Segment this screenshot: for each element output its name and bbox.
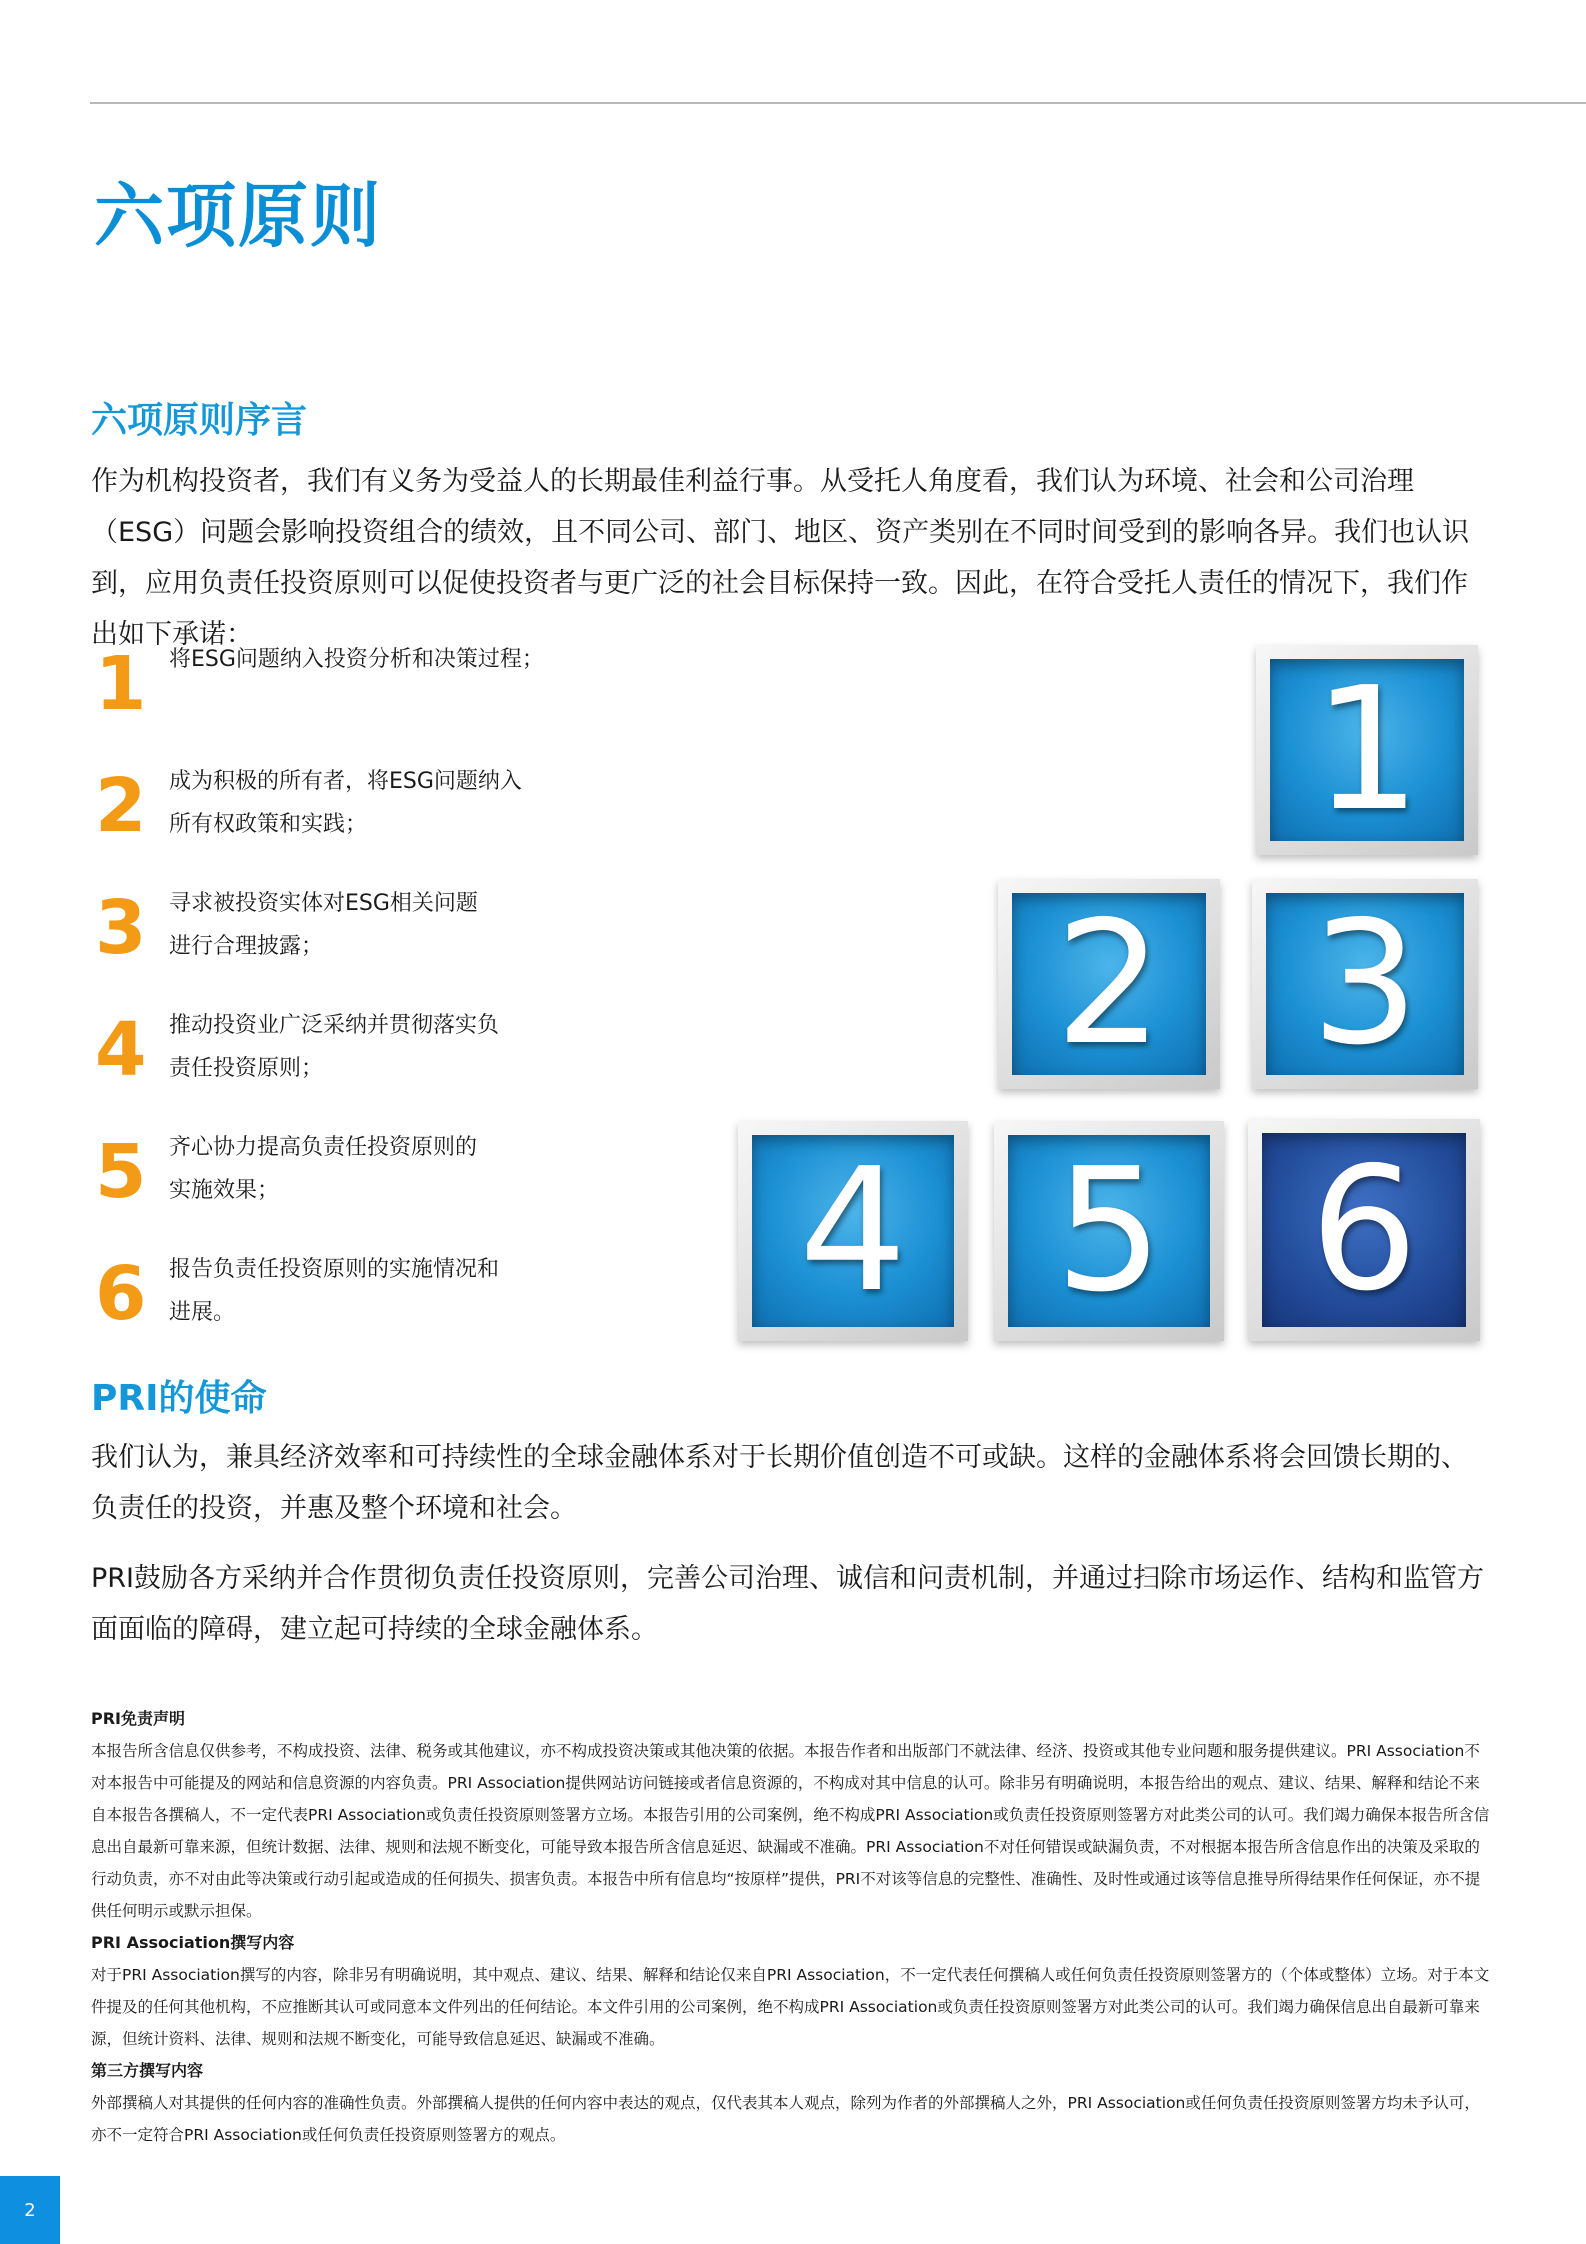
- principle-number: 6: [95, 1251, 147, 1337]
- principle-item: [91, 882, 691, 992]
- association-content-heading: PRI Association撰写内容: [91, 1933, 295, 1952]
- cube-6: [1248, 1119, 1480, 1341]
- cube-1: [1256, 645, 1478, 855]
- cube-digit: 6: [1309, 1131, 1419, 1329]
- page-title: 六项原则: [94, 175, 382, 257]
- principle-text: 推动投资业广泛采纳并贯彻落实负责任投资原则；: [169, 1013, 500, 1081]
- cube-2: [998, 879, 1220, 1089]
- principle-item: [91, 1126, 691, 1236]
- principle-item: [91, 1004, 691, 1114]
- principle-text: 将ESG问题纳入投资分析和决策过程；: [169, 647, 544, 672]
- principle-number: 2: [95, 763, 147, 849]
- cube-digit: 5: [1054, 1132, 1164, 1330]
- preface-text: 作为机构投资者，我们有义务为受益人的长期最佳利益行事。从受托人角度看，我们认为环境、社会和公司治理（ESG）问题会影响投资组合的绩效，且不同公司、部门、地区、资产类别在不同时间受到的影响各异。我们也认识到，应用负责任投资原则可以促使投资者与更广泛的社会目标保持一致。因此，在符合受托人责任的情况下，我们作出如下承诺：: [91, 466, 1470, 650]
- top-rule: [90, 102, 1586, 104]
- third-party-heading: 第三方撰写内容: [91, 2061, 204, 2080]
- cube-3: [1252, 879, 1478, 1089]
- principle-item: [91, 638, 691, 748]
- preface-heading: 六项原则序言: [91, 400, 308, 441]
- mission-paragraph-1: 我们认为，兼具经济效率和可持续性的全球金融体系对于长期价值创造不可或缺。这样的金融体系将会回馈长期的、负责任的投资，并惠及整个环境和社会。: [91, 1442, 1468, 1524]
- principle-number: 4: [95, 1007, 147, 1093]
- mission-heading: PRI的使命: [91, 1378, 267, 1419]
- association-content-text: 对于PRI Association撰写的内容，除非另有明确说明，其中观点、建议、结果、解释和结论仅来自PRI Association，不一定代表任何撰稿人或任何负责任投资原则签署方的（个体或整体）立场。对于本文件提及的任何其他机构，不应推断其认可或同意本文件列出的任何结论。本文件引用的公司案例，绝不构成PRI Association或负责任投资原则签署方对此类公司的认可。我们竭力确保信息出自最新可靠来源，但统计资料、法律、规则和法规不断变化，可能导致信息延迟、缺漏或不准确。: [91, 1966, 1490, 2048]
- principle-text: 成为积极的所有者，将ESG问题纳入所有权政策和实践；: [169, 769, 522, 837]
- cube-digit: 2: [1054, 885, 1164, 1083]
- mission-paragraph-2: PRI鼓励各方采纳并合作贯彻负责任投资原则，完善公司治理、诚信和问责机制，并通过扫除市场运作、结构和监管方面面临的障碍，建立起可持续的全球金融体系。: [91, 1563, 1485, 1645]
- principle-number: 3: [95, 885, 147, 971]
- cube-digit: 4: [798, 1132, 908, 1330]
- disclaimer-text: 本报告所含信息仅供参考，不构成投资、法律、税务或其他建议，亦不构成投资决策或其他决策的依据。本报告作者和出版部门不就法律、经济、投资或其他专业问题和服务提供建议。PRI Association不对本报告中可能提及的网站和信息资源的内容负责。PRI Association提供网站访问链接或者信息资源的，不构成对其中信息的认可。除非另有明确说明，本报告给出的观点、建议、结果、解释和结论不来自本报告各撰稿人，不一定代表PRI Association或负责任投资原则签署方立场。本报告引用的公司案例，绝不构成PRI Association或负责任投资原则签署方对此类公司的认可。我们竭力确保本报告所含信息出自最新可靠来源，但统计数据、法律、规则和法规不断变化，可能导致本报告所含信息延迟、缺漏或不准确。PRI Association不对任何错误或缺漏负责，不对根据本报告所含信息作出的决策及采取的行动负责，亦不对由此等决策或行动引起或造成的任何损失、损害负责。本报告中所有信息均“按原样”提供，PRI不对该等信息的完整性、准确性、及时性或通过该等信息推导所得结果作任何保证，亦不提供任何明示或默示担保。: [91, 1742, 1490, 1920]
- principle-item: [91, 760, 691, 870]
- numbered-cubes-illustration: [726, 635, 1486, 1350]
- page-number: 2: [0, 2176, 60, 2244]
- principle-text: 报告负责任投资原则的实施情况和进展。: [169, 1257, 500, 1325]
- principle-number: 1: [95, 641, 147, 727]
- cube-digit: 1: [1312, 651, 1422, 849]
- third-party-text: 外部撰稿人对其提供的任何内容的准确性负责。外部撰稿人提供的任何内容中表达的观点，仅代表其本人观点，除列为作者的外部撰稿人之外，PRI Association或任何负责任投资原则签署方均未予认可，亦不一定符合PRI Association或任何负责任投资原则签署方的观点。: [91, 2094, 1480, 2144]
- cube-digit: 3: [1310, 885, 1420, 1083]
- principle-item: [91, 1248, 691, 1358]
- disclaimer-heading: PRI免责声明: [91, 1709, 186, 1728]
- principle-number: 5: [95, 1129, 147, 1215]
- principle-text: 齐心协力提高负责任投资原则的实施效果；: [169, 1135, 478, 1203]
- principle-text: 寻求被投资实体对ESG相关问题进行合理披露；: [169, 891, 478, 959]
- cube-4: [738, 1121, 968, 1341]
- cube-5: [994, 1121, 1224, 1341]
